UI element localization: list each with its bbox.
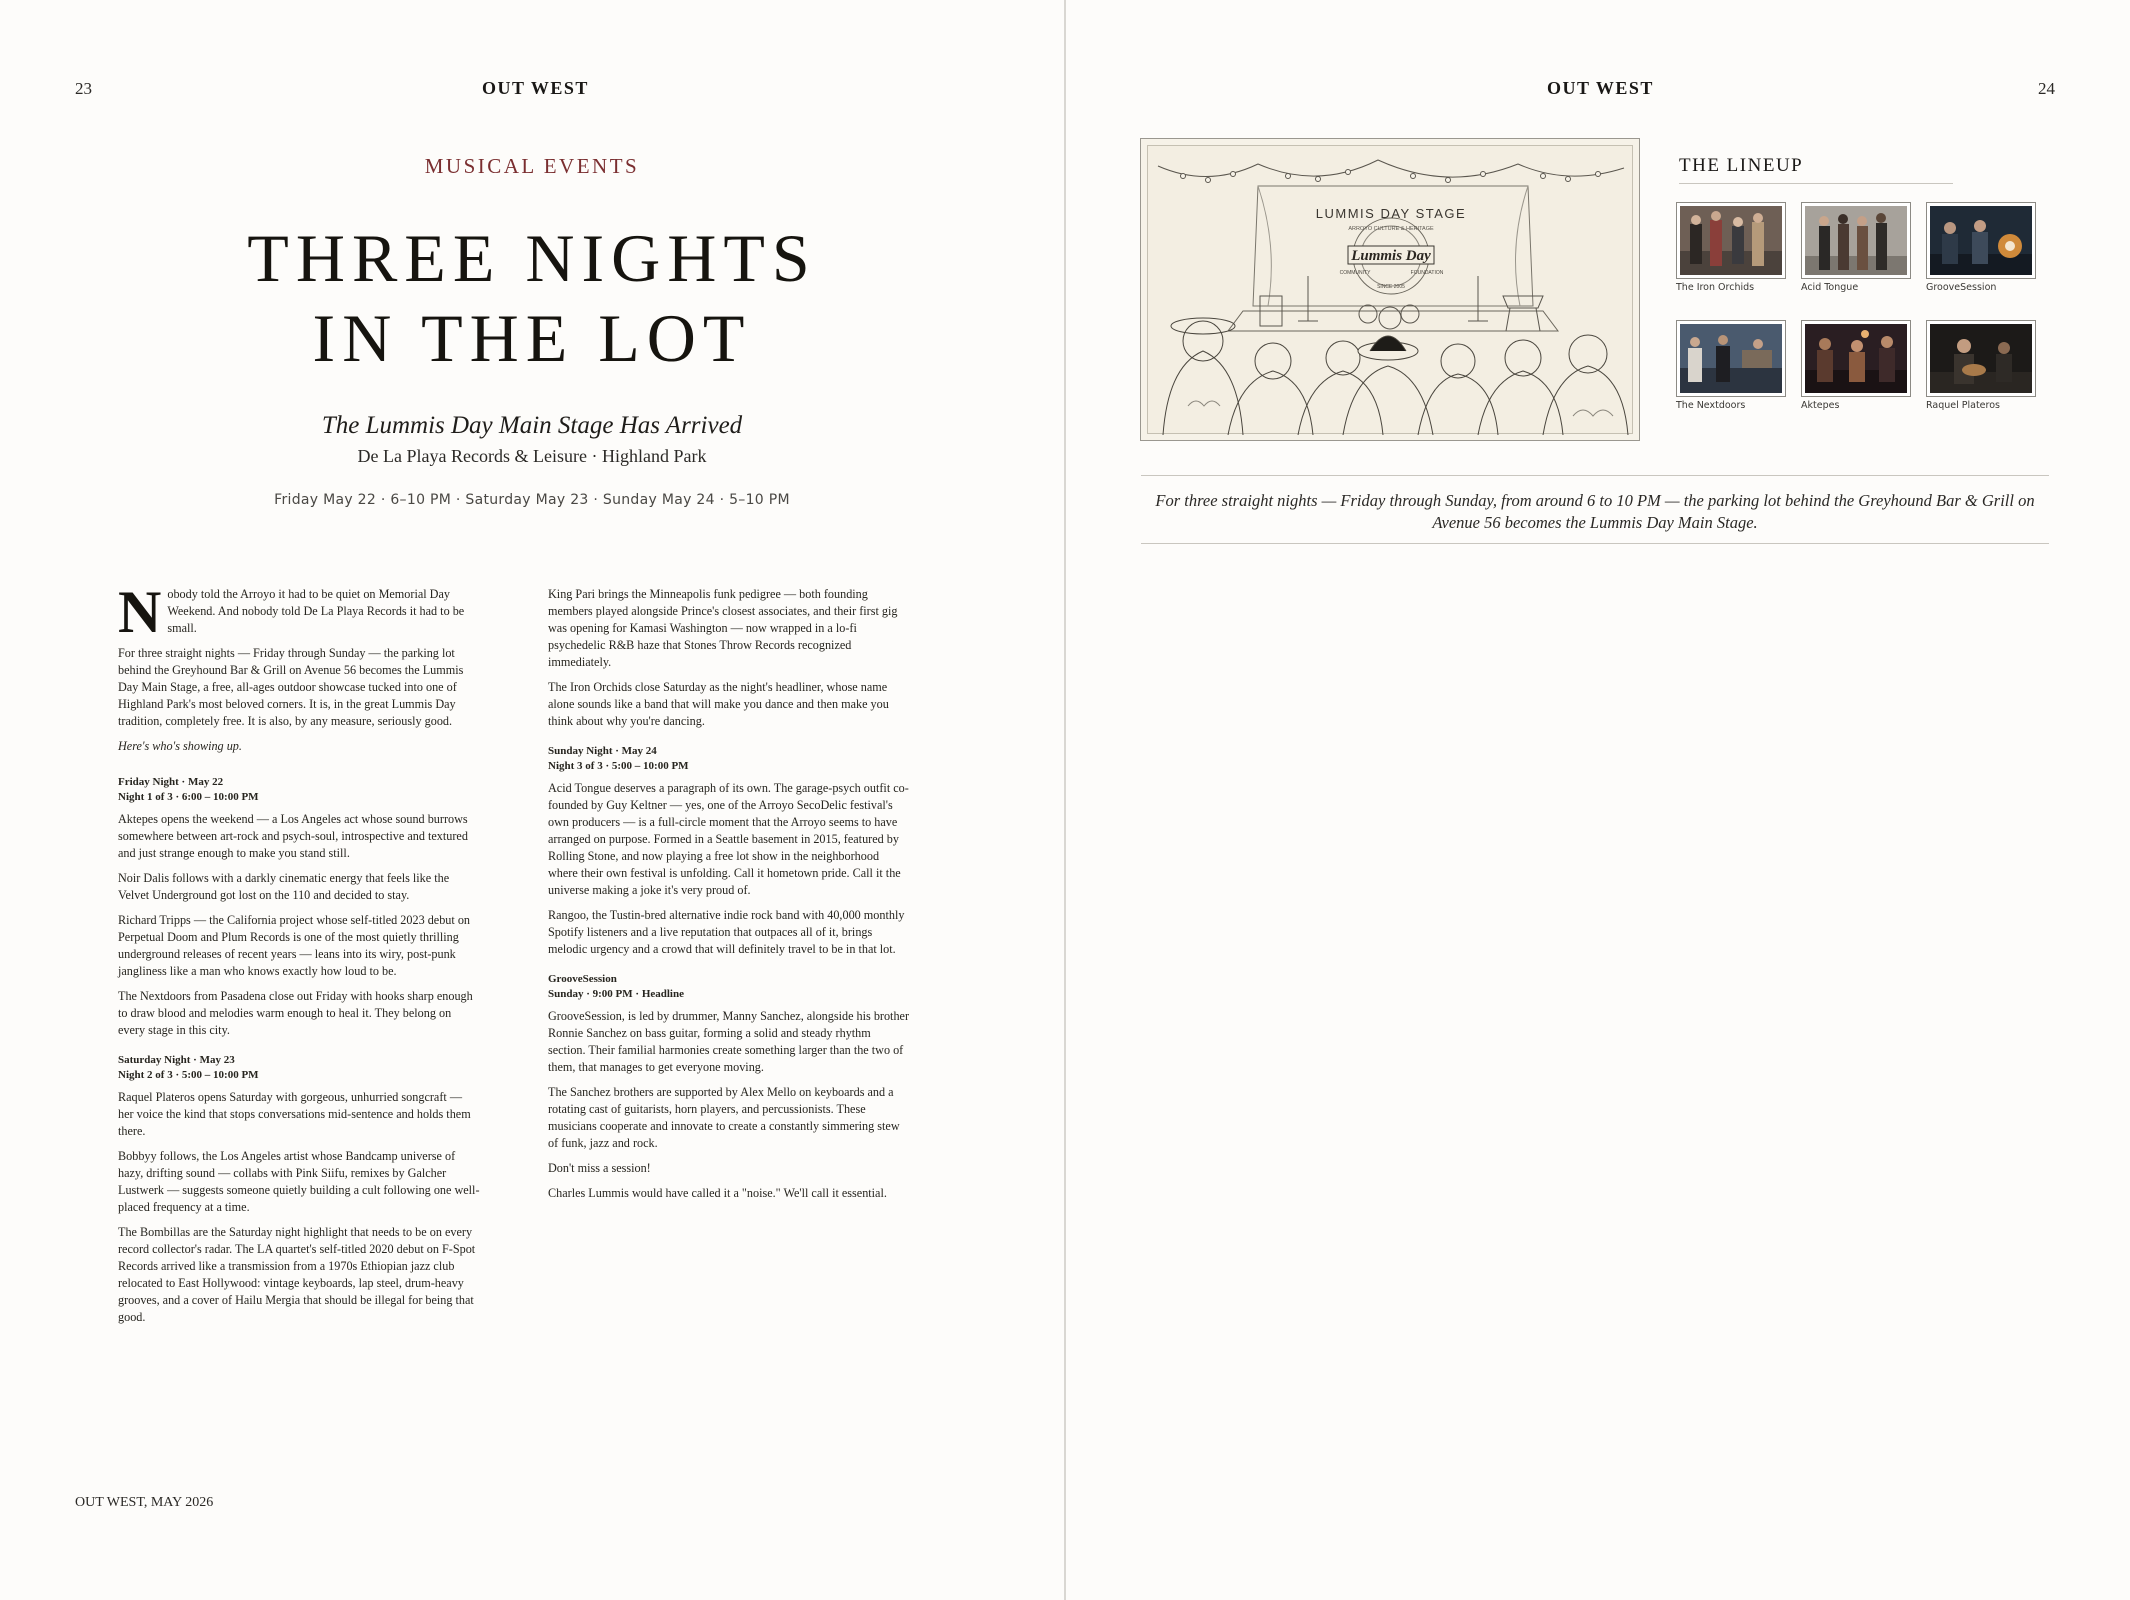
body-paragraph: Richard Tripps — the California project whose self-titled 2023 debut on Perpetual Doom and Plum Records is one of the most quietly thrilling underground releases of recent years — leans into its wiry, post-punk jangliness like a man who knows exactly how loud to be. xyxy=(118,913,471,978)
section-head-line: Friday Night · May 22 xyxy=(118,776,224,788)
section-head-line: Night 3 of 3 · 5:00 – 10:00 PM xyxy=(548,760,689,772)
right-page xyxy=(1066,0,2130,1600)
article-venue: De La Playa Records & Leisure · Highland Park xyxy=(357,446,707,466)
section-head-line: GrooveSession xyxy=(548,973,617,985)
closing-paragraph: Charles Lummis would have called it a "noise." We'll call it essential. xyxy=(548,1186,887,1200)
body-paragraph: The Iron Orchids close Saturday as the night's headliner, whose name alone sounds like a band that will make you dance and then make you think about why you're dancing. xyxy=(548,680,889,728)
lineup-item xyxy=(1926,320,2036,411)
logo-right-text: FOUNDATION xyxy=(1410,270,1444,276)
page-number-right: 24 xyxy=(2038,79,2055,98)
pull-quote-rule-top xyxy=(1141,475,2049,476)
left-page xyxy=(0,0,1064,1600)
article-column-1 xyxy=(118,579,480,1334)
stage-banner-text: LUMMIS DAY STAGE xyxy=(1315,206,1467,221)
band-photo xyxy=(1676,320,1786,397)
section-head-saturday xyxy=(118,1053,480,1083)
article-column-2 xyxy=(548,586,910,1210)
band-name: GrooveSession xyxy=(1926,282,1997,293)
body-paragraph: Raquel Plateros opens Saturday with gorgeous, unhurried songcraft — her voice the kind that stops conversations mid-sentence and holds them there. xyxy=(118,1090,471,1138)
running-head-left: OUT WEST xyxy=(482,78,589,98)
body-paragraph: Noir Dalis follows with a darkly cinematic energy that feels like the Velvet Underground got lost on the 110 and decided to stay. xyxy=(118,871,450,902)
article-dek: The Lummis Day Main Stage Has Arrived xyxy=(321,412,743,439)
band-name: Acid Tongue xyxy=(1801,282,1859,293)
body-paragraph: Aktepes opens the weekend — a Los Angeles act whose sound burrows somewhere between art-rock and psych-soul, introspective and textured and just strange enough to make you stand still. xyxy=(118,812,468,860)
section-head-friday xyxy=(118,775,480,805)
headline-line-2: IN THE LOT xyxy=(312,300,752,376)
running-head-right: OUT WEST xyxy=(1547,78,1654,98)
page-number-left: 23 xyxy=(75,79,92,98)
pull-quote: For three straight nights — Friday through Sunday, from around 6 to 10 PM — the parking lot behind the Greyhound Bar & Grill on Avenue 56 becomes the Lummis Day Main Stage. xyxy=(1155,491,2035,532)
body-paragraph: Acid Tongue deserves a paragraph of its own. The garage-psych outfit co-founded by Guy Keltner — yes, one of the Arroyo SecoDelic festival's own producers — is a full-circle moment that the Arroyo seems to have arranged on purpose. Formed in a Seattle basement in 2015, featured by Rolling Stone, and now playing a free lot show in the neighborhood where their own festival is unfolding. Call it hometown pride. Call it the universe making a joke it's very proud of. xyxy=(548,781,909,897)
section-head-line: Sunday Night · May 24 xyxy=(548,745,657,757)
body-paragraph: Bobbyy follows, the Los Angeles artist whose Bandcamp universe of hazy, drifting sound — collabs with Pink Siifu, remixes by Galcher Lustwerk — suggests someone quietly building a cult following one well-placed frequency at a time. xyxy=(118,1149,480,1214)
logo-ring-top-text: ARROYO CULTURE & HERITAGE xyxy=(1348,226,1434,232)
body-paragraph: For three straight nights — Friday through Sunday — the parking lot behind the Greyhound Bar & Grill on Avenue 56 becomes the Lummis Day Main Stage, a free, all-ages outdoor showcase tucked into one of Highland Park's most beloved corners. It is, in the great Lummis Day tradition, completely free. It is also, by any measure, seriously good. xyxy=(118,646,464,728)
section-kicker: MUSICAL EVENTS xyxy=(424,154,640,178)
intro-paragraph xyxy=(118,579,480,645)
body-paragraph: The Bombillas are the Saturday night highlight that needs to be on every record collector's radar. The LA quartet's self-titled 2020 debut on F-Spot Records arrived like a transmission from a 1970s Ethiopian jazz club relocated to East Hollywood: vintage keyboards, lap steel, drum-heavy grooves, and a cover of Hailu Mergia that should be illegal for being that good. xyxy=(118,1225,476,1324)
band-name: Aktepes xyxy=(1801,400,1840,411)
body-paragraph-italic: Here's who's showing up. xyxy=(118,739,242,753)
band-photo xyxy=(1676,202,1786,279)
event-dates: Friday May 22 · 6–10 PM · Saturday May 23 · Sunday May 24 · 5–10 PM xyxy=(274,492,790,508)
lineup-item xyxy=(1676,202,1786,293)
logo-bottom-text: SINCE 2005 xyxy=(1377,284,1405,290)
band-photo xyxy=(1926,320,2036,397)
body-paragraph: Rangoo, the Tustin-bred alternative indie rock band with 40,000 monthly Spotify listeners and a live reputation that outpaces all of it, brings melodic urgency and a crowd that will definitely travel to be in that lot. xyxy=(548,908,905,956)
lineup-item xyxy=(1801,202,1911,293)
section-head-groovesession xyxy=(548,972,910,1002)
band-name: The Nextdoors xyxy=(1676,400,1746,411)
band-name: Raquel Plateros xyxy=(1926,400,2000,411)
band-photo xyxy=(1926,202,2036,279)
body-paragraph: King Pari brings the Minneapolis funk pedigree — both founding members played alongside Prince's closest associates, and their first gig was opening for Kamasi Washington — now wrapped in a lo-fi psychedelic R&B haze that Stones Throw Records recognized immediately. xyxy=(548,587,898,669)
lineup-item xyxy=(1926,202,2036,293)
body-paragraph: GrooveSession, is led by drummer, Manny Sanchez, alongside his brother Ronnie Sanchez on bass guitar, forming a solid and steady rhythm section. Their familial harmonies create something larger than the two of them, that manages to get everyone moving. xyxy=(548,1009,910,1074)
band-photo xyxy=(1801,202,1911,279)
lineup-title: THE LINEUP xyxy=(1679,155,1804,176)
body-paragraph: The Nextdoors from Pasadena close out Friday with hooks sharp enough to draw blood and melodies warm enough to heal it. They belong on every stage in this city. xyxy=(118,989,473,1037)
section-head-sunday xyxy=(548,744,910,774)
band-photo xyxy=(1801,320,1911,397)
body-paragraph: The Sanchez brothers are supported by Alex Mello on keyboards and a rotating cast of guitarists, horn players, and percussionists. These musicians cooperate and innovate to create a constantly simmering stew of funk, jazz and rock. xyxy=(548,1085,900,1150)
lineup-item xyxy=(1801,320,1911,411)
section-head-line: Night 2 of 3 · 5:00 – 10:00 PM xyxy=(118,1069,259,1081)
section-head-line: Sunday · 9:00 PM · Headline xyxy=(548,988,684,1000)
stage-drawing xyxy=(1148,146,1634,435)
page-footer: OUT WEST, MAY 2026 xyxy=(75,1495,214,1510)
article-headline xyxy=(0,218,1064,378)
logo-script-text: Lummis Day xyxy=(1351,248,1431,264)
headline-line-1: THREE NIGHTS xyxy=(247,220,817,296)
intro-text: obody told the Arroyo it had to be quiet on Memorial Day Weekend. And nobody told De La Playa Records it had to be small. xyxy=(167,587,465,635)
body-paragraph: Don't miss a session! xyxy=(548,1161,651,1175)
band-name: The Iron Orchids xyxy=(1676,282,1755,293)
stage-illustration xyxy=(1140,138,1640,441)
section-head-line: Saturday Night · May 23 xyxy=(118,1054,235,1066)
logo-left-text: COMMUNITY xyxy=(1339,270,1371,276)
section-head-line: Night 1 of 3 · 6:00 – 10:00 PM xyxy=(118,791,259,803)
lineup-rule xyxy=(1679,183,1953,184)
pull-quote-rule-bottom xyxy=(1141,543,2049,544)
drop-cap: N xyxy=(118,579,162,645)
lineup-item xyxy=(1676,320,1786,411)
